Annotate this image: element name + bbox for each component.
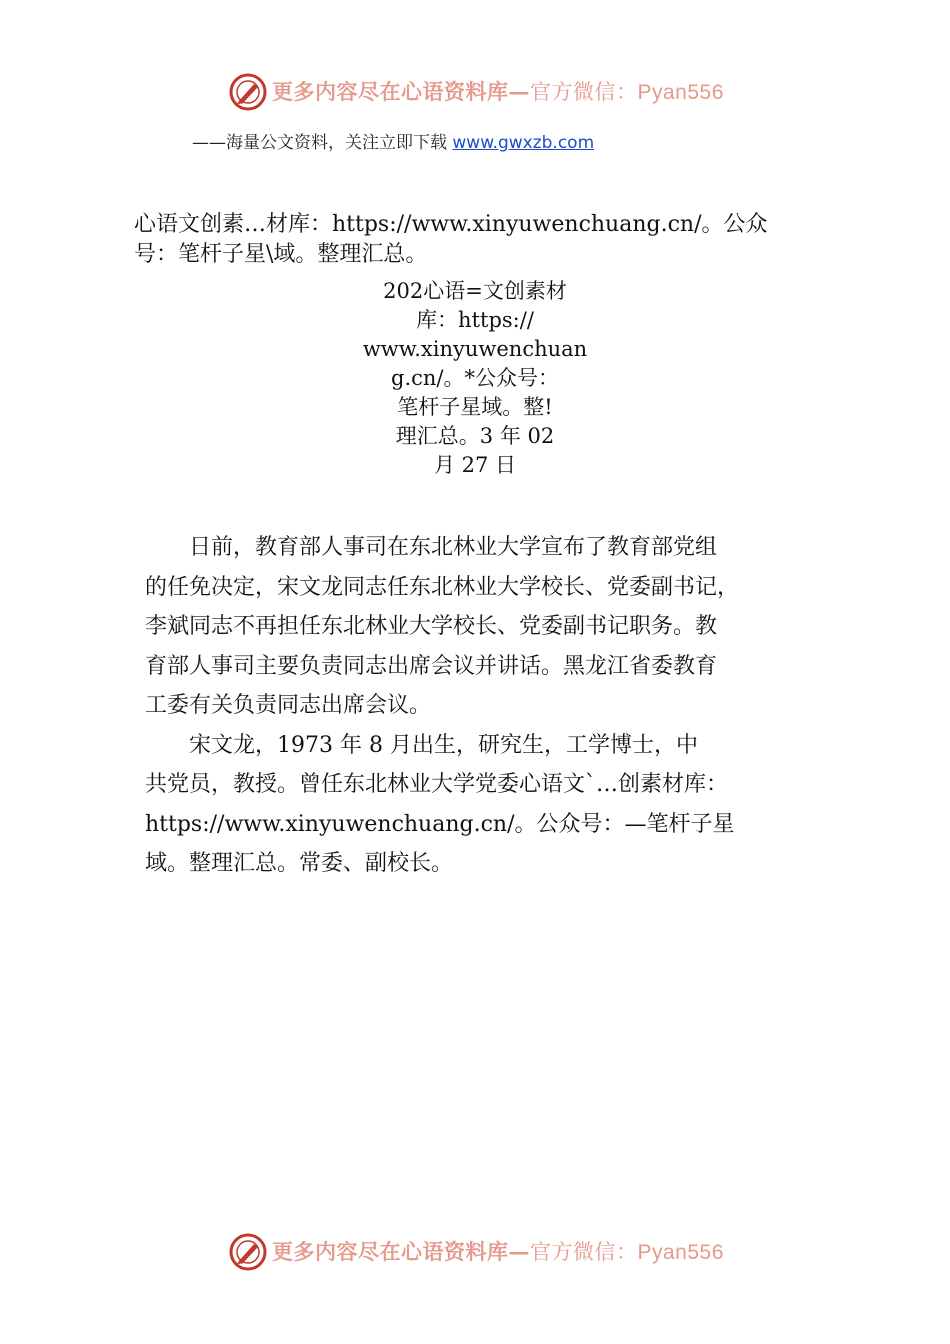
center-line: 202心语=文创素材 [383,279,567,303]
banner-text [272,1236,724,1266]
banner-dash: — [508,79,530,104]
logo-icon [228,72,268,112]
banner-main-text: 更多内容尽在心语资料库 [272,79,509,104]
logo-icon [228,1232,268,1272]
download-subline [192,128,594,153]
intro-paragraph [134,210,834,270]
body-line: 工委有关负责同志出席会议。 [145,693,432,718]
center-line: g.cn/。*公众号： [391,366,559,390]
center-line: 库：https:// [416,308,534,332]
body-text [145,528,825,884]
body-line: 日前，教育部人事司在东北林业大学宣布了教育部党组 [145,535,718,560]
body-line: 域。整理汇总。常委、副校长。 [145,851,454,876]
center-line: 笔杆子星域。整! [397,395,553,419]
intro-line: 心语文创素…材库：https://www.xinyuwenchuang.cn/。公众 [134,212,768,237]
intro-line: 号：笔杆子星\域。整理汇总。 [134,242,428,267]
banner-dash: — [508,1239,530,1264]
center-line: www.xinyuwenchuan [362,337,588,361]
banner-contact: 官方微信：Pyan556 [530,81,724,104]
banner-text [272,76,724,106]
body-line: 李斌同志不再担任东北林业大学校长、党委副书记职务。教 [145,614,718,639]
footer-banner [0,1230,950,1274]
center-title-block [300,277,650,480]
center-line: 理汇总。3 年 02 [395,424,555,448]
subline-prefix: ——海量公文资料，关注立即下载 [192,133,453,153]
banner-contact: 官方微信：Pyan556 [530,1241,724,1264]
body-line: 共党员，教授。曾任东北林业大学党委心语文`…创素材库： [145,772,729,797]
body-line: https://www.xinyuwenchuang.cn/。公众号：—笔杆子星 [145,811,735,837]
banner-main-text: 更多内容尽在心语资料库 [272,1239,509,1264]
site-link[interactable]: www.gwxzb.com [452,133,595,153]
center-line: 月 27 日 [433,453,517,477]
header-banner [0,70,950,114]
body-line: 的任免决定，宋文龙同志任东北林业大学校长、党委副书记， [145,574,740,600]
body-line: 育部人事司主要负责同志出席会议并讲话。黑龙江省委教育 [145,653,718,679]
body-line: 宋文龙，1973 年 8 月出生，研究生，工学博士，中 [145,732,698,758]
